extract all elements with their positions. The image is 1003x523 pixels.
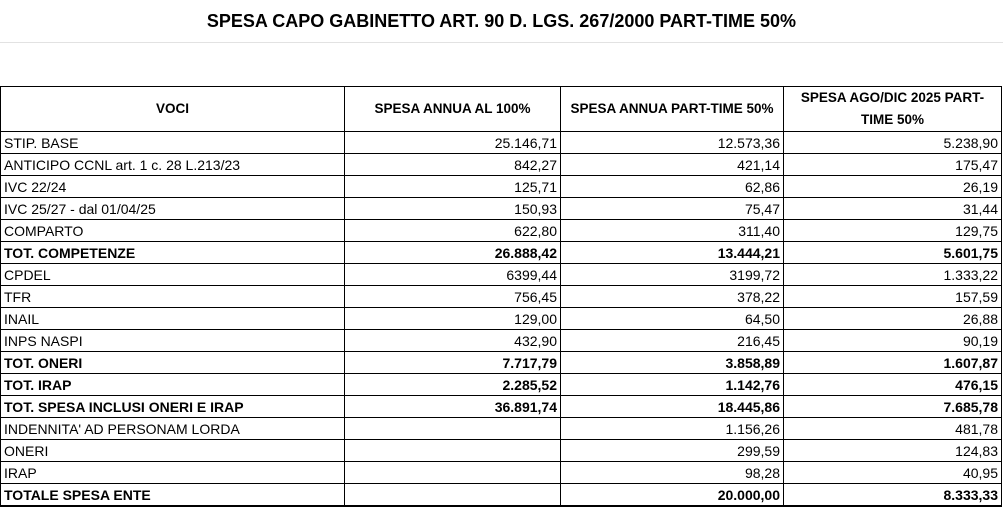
row-value-3: 481,78 bbox=[784, 418, 1002, 440]
row-value-2: 299,59 bbox=[561, 440, 784, 462]
row-label: IRAP bbox=[1, 462, 345, 484]
row-value-1 bbox=[345, 462, 561, 484]
row-value-3: 5.601,75 bbox=[784, 242, 1002, 264]
table-row bbox=[1, 308, 1002, 330]
row-label: IVC 25/27 - dal 01/04/25 bbox=[1, 198, 345, 220]
row-label: TOT. COMPETENZE bbox=[1, 242, 345, 264]
row-label: TOT. IRAP bbox=[1, 374, 345, 396]
row-value-1: 7.717,79 bbox=[345, 352, 561, 374]
header-row bbox=[1, 87, 1002, 132]
row-label: TOT. ONERI bbox=[1, 352, 345, 374]
row-value-2: 62,86 bbox=[561, 176, 784, 198]
table-row bbox=[1, 154, 1002, 176]
row-value-1: 26.888,42 bbox=[345, 242, 561, 264]
row-value-1: 25.146,71 bbox=[345, 132, 561, 154]
row-value-1: 432,90 bbox=[345, 330, 561, 352]
row-value-3: 1.607,87 bbox=[784, 352, 1002, 374]
row-value-2: 311,40 bbox=[561, 220, 784, 242]
row-label: INPS NASPI bbox=[1, 330, 345, 352]
row-value-1: 6399,44 bbox=[345, 264, 561, 286]
row-value-1: 129,00 bbox=[345, 308, 561, 330]
row-label: ONERI bbox=[1, 440, 345, 462]
row-value-1: 2.285,52 bbox=[345, 374, 561, 396]
table-row bbox=[1, 462, 1002, 484]
row-value-3: 129,75 bbox=[784, 220, 1002, 242]
table-row bbox=[1, 440, 1002, 462]
row-value-1: 36.891,74 bbox=[345, 396, 561, 418]
row-label: INDENNITA' AD PERSONAM LORDA bbox=[1, 418, 345, 440]
row-value-2: 216,45 bbox=[561, 330, 784, 352]
row-value-3: 90,19 bbox=[784, 330, 1002, 352]
divider bbox=[0, 42, 1003, 43]
header-aug-dec-part-time: SPESA AGO/DIC 2025 PART-TIME 50% bbox=[784, 87, 1002, 132]
row-value-2: 75,47 bbox=[561, 198, 784, 220]
table-row bbox=[1, 264, 1002, 286]
page-title: SPESA CAPO GABINETTO ART. 90 D. LGS. 267/2000 PART-TIME 50% bbox=[0, 0, 1003, 43]
table-row bbox=[1, 330, 1002, 352]
row-value-3: 26,19 bbox=[784, 176, 1002, 198]
table-row bbox=[1, 352, 1002, 374]
row-value-1 bbox=[345, 484, 561, 507]
row-value-3: 476,15 bbox=[784, 374, 1002, 396]
header-annual-part-time: SPESA ANNUA PART-TIME 50% bbox=[561, 87, 784, 132]
row-label: CPDEL bbox=[1, 264, 345, 286]
row-value-1: 150,93 bbox=[345, 198, 561, 220]
table-row bbox=[1, 176, 1002, 198]
table-row bbox=[1, 484, 1002, 507]
table-row bbox=[1, 220, 1002, 242]
row-value-1: 842,27 bbox=[345, 154, 561, 176]
row-value-2: 1.156,26 bbox=[561, 418, 784, 440]
header-voci: VOCI bbox=[1, 87, 345, 132]
row-value-2: 98,28 bbox=[561, 462, 784, 484]
row-value-1 bbox=[345, 418, 561, 440]
row-value-2: 64,50 bbox=[561, 308, 784, 330]
table-row bbox=[1, 418, 1002, 440]
row-value-3: 7.685,78 bbox=[784, 396, 1002, 418]
row-value-3: 31,44 bbox=[784, 198, 1002, 220]
row-label: ANTICIPO CCNL art. 1 c. 28 L.213/23 bbox=[1, 154, 345, 176]
row-value-1: 622,80 bbox=[345, 220, 561, 242]
row-value-2: 12.573,36 bbox=[561, 132, 784, 154]
table-row bbox=[1, 242, 1002, 264]
row-label: TOT. SPESA INCLUSI ONERI E IRAP bbox=[1, 396, 345, 418]
table-row bbox=[1, 198, 1002, 220]
row-value-3: 124,83 bbox=[784, 440, 1002, 462]
row-value-1: 756,45 bbox=[345, 286, 561, 308]
row-value-3: 40,95 bbox=[784, 462, 1002, 484]
row-value-2: 20.000,00 bbox=[561, 484, 784, 507]
row-value-2: 378,22 bbox=[561, 286, 784, 308]
row-value-1 bbox=[345, 440, 561, 462]
row-value-2: 1.142,76 bbox=[561, 374, 784, 396]
table-row bbox=[1, 132, 1002, 154]
row-value-2: 3.858,89 bbox=[561, 352, 784, 374]
row-value-2: 3199,72 bbox=[561, 264, 784, 286]
table-row bbox=[1, 374, 1002, 396]
row-label: TOTALE SPESA ENTE bbox=[1, 484, 345, 507]
row-value-3: 157,59 bbox=[784, 286, 1002, 308]
row-value-3: 175,47 bbox=[784, 154, 1002, 176]
row-label: IVC 22/24 bbox=[1, 176, 345, 198]
table-row bbox=[1, 286, 1002, 308]
row-value-3: 26,88 bbox=[784, 308, 1002, 330]
table-row bbox=[1, 396, 1002, 418]
row-value-2: 421,14 bbox=[561, 154, 784, 176]
row-value-2: 18.445,86 bbox=[561, 396, 784, 418]
header-annual-100: SPESA ANNUA AL 100% bbox=[345, 87, 561, 132]
row-value-3: 5.238,90 bbox=[784, 132, 1002, 154]
row-value-1: 125,71 bbox=[345, 176, 561, 198]
row-label: TFR bbox=[1, 286, 345, 308]
row-value-3: 1.333,22 bbox=[784, 264, 1002, 286]
row-value-3: 8.333,33 bbox=[784, 484, 1002, 507]
row-label: INAIL bbox=[1, 308, 345, 330]
row-value-2: 13.444,21 bbox=[561, 242, 784, 264]
expense-table bbox=[0, 86, 1002, 507]
row-label: COMPARTO bbox=[1, 220, 345, 242]
row-label: STIP. BASE bbox=[1, 132, 345, 154]
